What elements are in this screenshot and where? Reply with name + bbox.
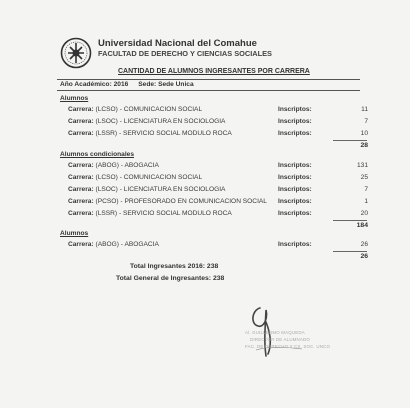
carrera-label: Carrera: [68, 174, 94, 181]
carrera-name: (ABOG) - ABOGACIA [95, 162, 159, 169]
inscriptos-count: 26 [360, 241, 368, 248]
carrera-label: Carrera: [68, 106, 94, 113]
total-general: Total General de Ingresantes: 238 [116, 275, 225, 282]
carrera-label: Carrera: [68, 241, 94, 248]
inscriptos-count: 1 [364, 198, 368, 205]
document-title: CANTIDAD DE ALUMNOS INGRESANTES POR CARRERA [118, 68, 310, 75]
table-row [0, 210, 410, 220]
section-title: Alumnos condicionales [60, 151, 135, 158]
university-crest-icon [60, 37, 92, 69]
carrera-name: (ABOG) - ABOGACIA [95, 241, 159, 248]
carrera-label: Carrera: [68, 118, 94, 125]
inscriptos-label: Inscriptos: [278, 241, 312, 248]
carrera-label: Carrera: [68, 210, 94, 217]
divider-bottom [57, 90, 360, 91]
table-row [0, 174, 410, 184]
subtotal-rule [333, 140, 367, 141]
inscriptos-label: Inscriptos: [278, 162, 312, 169]
table-row [0, 186, 410, 196]
academic-period [60, 81, 194, 88]
inscriptos-label: Inscriptos: [278, 198, 312, 205]
carrera-label: Carrera: [68, 130, 94, 137]
campus: Sede: Sede Unica [138, 81, 194, 88]
table-row [0, 106, 410, 116]
stamp-line: FAC. DE DERECHO Y CS. SOC. UNCO [245, 344, 331, 349]
table-row [0, 241, 410, 251]
carrera-name: (LCSO) - COMUNICACION SOCIAL [95, 106, 203, 113]
inscriptos-label: Inscriptos: [278, 118, 312, 125]
carrera-name: (LSOC) - LICENCIATURA EN SOCIOLOGIA [95, 186, 226, 193]
inscriptos-label: Inscriptos: [278, 106, 312, 113]
inscriptos-count: 131 [356, 162, 368, 169]
faculty-name: FACULTAD DE DERECHO Y CIENCIAS SOCIALES [98, 49, 272, 58]
subtotal: 28 [360, 142, 368, 149]
table-row [0, 118, 410, 128]
academic-year: Año Académico: 2016 [60, 81, 129, 88]
inscriptos-count: 7 [364, 118, 368, 125]
stamp-line: DIRECTOR DE ALUMNADO [250, 337, 311, 342]
inscriptos-label: Inscriptos: [278, 186, 312, 193]
carrera-name: (LCSO) - COMUNICACION SOCIAL [95, 174, 203, 181]
table-row [0, 198, 410, 208]
inscriptos-count: 11 [361, 106, 368, 113]
subtotal: 26 [360, 253, 368, 260]
carrera-label: Carrera: [68, 162, 94, 169]
subtotal-rule [333, 220, 367, 221]
stamp-line: Al. GUILLERMO MAQUEDA [245, 330, 305, 335]
inscriptos-label: Inscriptos: [278, 174, 312, 181]
table-row [0, 130, 410, 140]
carrera-name: (LSSR) - SERVICIO SOCIAL MODULO ROCA [95, 130, 232, 137]
inscriptos-label: Inscriptos: [278, 130, 312, 137]
inscriptos-count: 25 [360, 174, 368, 181]
section-title: Alumnos [60, 230, 89, 237]
subtotal-rule [333, 251, 367, 252]
table-row [0, 162, 410, 172]
divider-top [57, 79, 360, 80]
subtotal: 184 [356, 222, 368, 229]
inscriptos-count: 10 [360, 130, 368, 137]
section-title: Alumnos [60, 95, 89, 102]
carrera-label: Carrera: [68, 186, 94, 193]
carrera-label: Carrera: [68, 198, 94, 205]
inscriptos-label: Inscriptos: [278, 210, 312, 217]
inscriptos-count: 7 [364, 186, 368, 193]
carrera-name: (LSSR) - SERVICIO SOCIAL MODULO ROCA [95, 210, 232, 217]
carrera-name: (LSOC) - LICENCIATURA EN SOCIOLOGIA [95, 118, 226, 125]
carrera-name: (PCSO) - PROFESORADO EN COMUNICACION SOCIAL [95, 198, 267, 205]
university-name: Universidad Nacional del Comahue [98, 38, 257, 49]
total-ingresantes: Total Ingresantes 2016: 238 [130, 263, 219, 270]
inscriptos-count: 20 [360, 210, 368, 217]
